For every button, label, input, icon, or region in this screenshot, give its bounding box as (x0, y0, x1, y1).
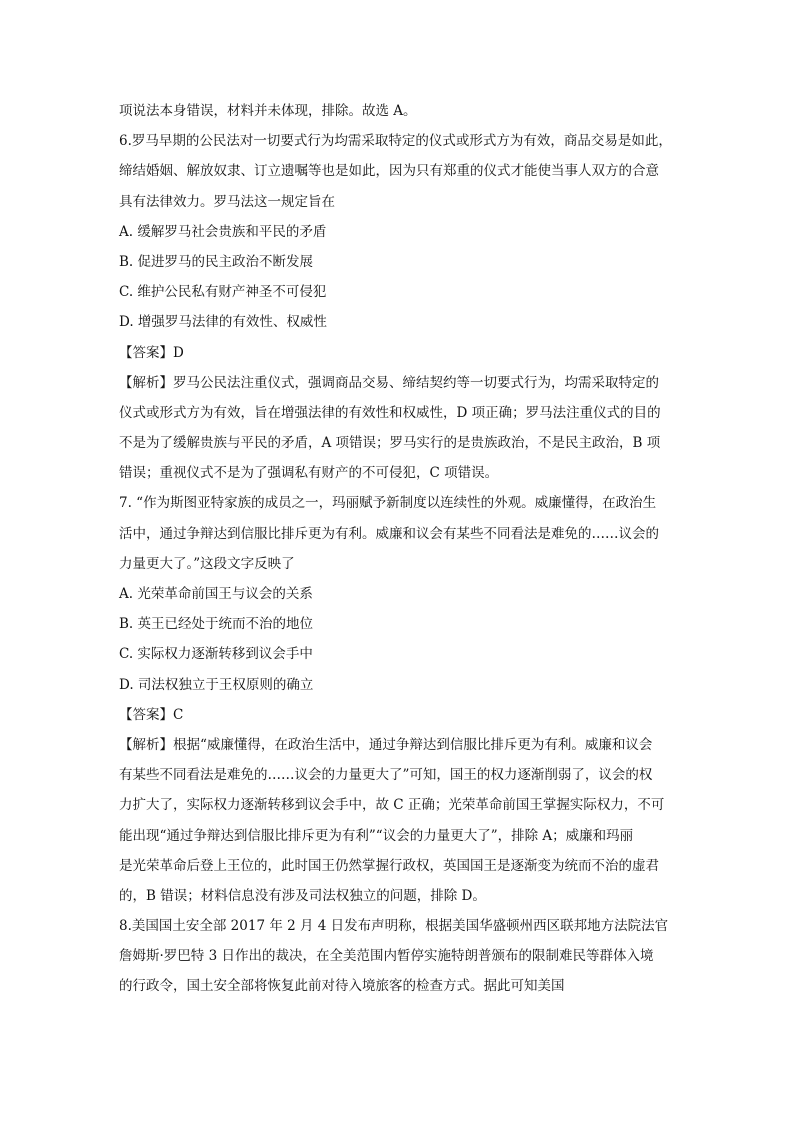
question-7-option-b: B. 英王已经处于统而不治的地位 (119, 616, 314, 633)
question-8-stem-line: 的行政令，国土安全部将恢复此前对待入境旅客的检查方式。据此可知美国 (119, 978, 565, 995)
question-6-stem-line: 具有法律效力。罗马法这一规定旨在 (119, 193, 335, 210)
question-7-analysis-line: 有某些不同看法是难免的……议会的力量更大了”可知，国王的权力逐渐削弱了，议会的权 (119, 767, 653, 784)
question-6-analysis-line: 【解析】罗马公民法注重仪式，强调商品交易、缔结契约等一切要式行为，均需采取特定的 (119, 374, 659, 391)
question-7-stem-line: 力量更大了。”这段文字反映了 (119, 555, 295, 572)
question-7-analysis-line: 力扩大了，实际权力逐渐转移到议会手中，故 C 正确；光荣革命前国王掌握实际权力，不可 (119, 797, 665, 814)
question-6-stem-line: 缔结婚姻、解放奴隶、订立遗嘱等也是如此，因为只有郑重的仪式才能使当事人双方的合意 (119, 163, 659, 180)
question-6-analysis-line: 错误；重视仪式不是为了强调私有财产的不可侵犯，C 项错误。 (119, 465, 499, 482)
question-7-stem-line: 7. “作为斯图亚特家族的成员之一，玛丽赋予新制度以连续性的外观。威廉懂得，在政治生 (119, 495, 657, 512)
question-7-option-c: C. 实际权力逐渐转移到议会手中 (119, 646, 313, 663)
question-6-stem-line: 6.罗马早期的公民法对一切要式行为均需采取特定的仪式或形式方为有效，商品交易是如此， (119, 133, 672, 150)
question-6-option-b: B. 促进罗马的民主政治不断发展 (119, 253, 314, 270)
question-6-analysis-line: 仪式或形式方为有效，旨在增强法律的有效性和权威性，D 项正确；罗马法注重仪式的目的 (119, 404, 661, 421)
question-7-answer: 【答案】C (119, 706, 184, 723)
question-6-analysis-line: 不是为了缓解贵族与平民的矛盾，A 项错误；罗马实行的是贵族政治，不是民主政治，B 项 (119, 435, 661, 452)
question-6-answer: 【答案】D (119, 344, 184, 361)
question-8-stem-line: 8.美国国土安全部 2017 年 2 月 4 日发布声明称，根据美国华盛顿州西区联邦地方法院法官 (119, 918, 669, 935)
question-7-option-a: A. 光荣革命前国王与议会的关系 (119, 586, 313, 602)
question-7-analysis-line: 是光荣革命后登上王位的，此时国王仍然掌握行政权，英国国王是逐渐变为统而不治的虚君 (119, 857, 659, 874)
question-6-option-a: A. 缓解罗马社会贵族和平民的矛盾 (119, 223, 327, 240)
question-7-analysis-line: 【解析】根据“威廉懂得，在政治生活中，通过争辩达到信服比排斥更为有利。威廉和议会 (119, 736, 653, 753)
question-6-option-c: C. 维护公民私有财产神圣不可侵犯 (119, 284, 327, 301)
question-8-stem-line: 詹姆斯·罗巴特 3 日作出的裁决，在全美范围内暂停实施特朗普颁布的限制难民等群体入境 (119, 948, 654, 965)
document-body (119, 96, 679, 1002)
question-6-option-d: D. 增强罗马法律的有效性、权威性 (119, 314, 327, 331)
question-7-option-d: D. 司法权独立于王权原则的确立 (119, 676, 314, 693)
question-7-analysis-line: 能出现“通过争辩达到信服比排斥更为有利”“议会的力量更大了”，排除 A；威廉和玛丽 (119, 827, 634, 844)
question-7-stem-line: 活中，通过争辩达到信服比排斥更为有利。威廉和议会有某些不同看法是难免的……议会的 (119, 525, 659, 542)
question-7-analysis-line: 的，B 错误；材料信息没有涉及司法权独立的问题，排除 D。 (119, 887, 486, 904)
text-line: 项说法本身错误，材料并未体现，排除。故选 A。 (119, 103, 417, 119)
